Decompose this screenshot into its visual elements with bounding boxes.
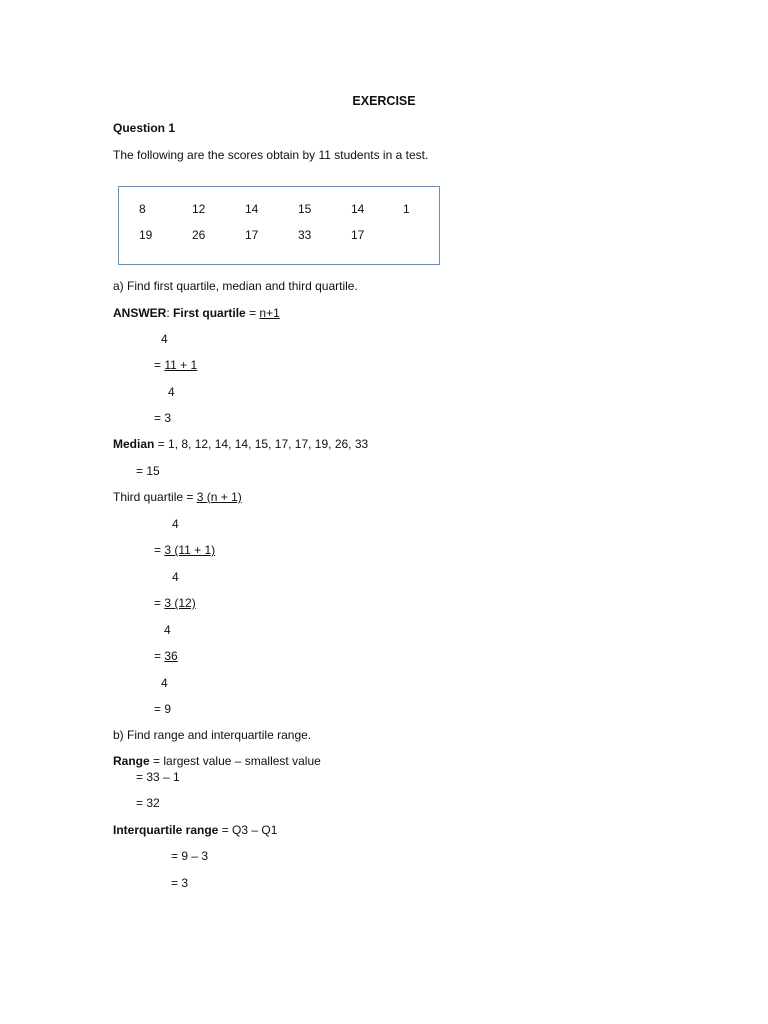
q3-formula-numerator: 3 (n + 1) — [196, 490, 242, 504]
score-cell: 19 — [139, 228, 153, 242]
score-cell: 12 — [192, 202, 206, 216]
part-a-prompt: a) Find first quartile, median and third quartile. — [113, 279, 358, 293]
q3-step3-numerator: 36 — [164, 649, 178, 663]
q1-label: First quartile — [173, 306, 246, 320]
q3-result: = 9 — [154, 702, 172, 716]
q3-step3 — [154, 650, 178, 662]
q1-formula-denominator: 4 — [161, 332, 168, 346]
q3-step1 — [154, 544, 215, 556]
answer-line — [113, 307, 280, 319]
range-line — [113, 755, 321, 767]
score-cell: 15 — [298, 202, 312, 216]
median-result: = 15 — [136, 464, 160, 478]
range-label: Range — [113, 754, 150, 768]
range-definition: = largest value – smallest value — [153, 754, 321, 768]
score-cell: 17 — [351, 228, 365, 242]
answer-colon: : — [166, 306, 170, 320]
iqr-definition: = Q3 – Q1 — [221, 823, 278, 837]
eq-sign: = — [154, 543, 165, 557]
range-step1: = 33 – 1 — [136, 770, 180, 784]
q3-line — [113, 491, 242, 503]
q1-formula-numerator: n+1 — [259, 306, 280, 320]
q1-step1-numerator: 11 + 1 — [164, 358, 198, 372]
score-cell: 1 — [403, 202, 410, 216]
q3-step1-numerator: 3 (11 + 1) — [164, 543, 216, 557]
q3-label: Third quartile = — [113, 490, 194, 504]
eq-sign: = — [154, 358, 165, 372]
answer-label: ANSWER — [113, 306, 167, 320]
scores-table — [118, 186, 440, 265]
q3-step2-numerator: 3 (12) — [164, 596, 196, 610]
q1-step1-denominator: 4 — [168, 385, 175, 399]
eq-sign: = — [154, 649, 165, 663]
score-cell: 33 — [298, 228, 312, 242]
q3-step3-denominator: 4 — [161, 676, 168, 690]
q1-step1 — [154, 359, 197, 371]
range-result: = 32 — [136, 796, 160, 810]
q3-step2 — [154, 597, 196, 609]
question-heading: Question 1 — [113, 121, 176, 135]
iqr-label: Interquartile range — [113, 823, 219, 837]
median-sorted-values: = 1, 8, 12, 14, 14, 15, 17, 17, 19, 26, 33 — [157, 437, 369, 451]
score-cell: 14 — [245, 202, 259, 216]
q1-result: = 3 — [154, 411, 172, 425]
median-label: Median — [113, 437, 155, 451]
iqr-line — [113, 824, 277, 836]
q1-eq: = — [249, 306, 257, 320]
score-cell: 26 — [192, 228, 206, 242]
median-line — [113, 438, 368, 450]
eq-sign: = — [154, 596, 165, 610]
q3-step1-denominator: 4 — [172, 570, 179, 584]
part-b-prompt: b) Find range and interquartile range. — [113, 728, 312, 742]
score-cell: 8 — [139, 202, 146, 216]
q3-step2-denominator: 4 — [164, 623, 171, 637]
iqr-result: = 3 — [171, 876, 189, 890]
question-intro: The following are the scores obtain by 11 students in a test. — [113, 148, 429, 162]
score-cell: 14 — [351, 202, 365, 216]
score-cell: 17 — [245, 228, 259, 242]
iqr-step1: = 9 – 3 — [171, 849, 209, 863]
page-title: EXERCISE — [352, 94, 416, 108]
q3-formula-denominator: 4 — [172, 517, 179, 531]
